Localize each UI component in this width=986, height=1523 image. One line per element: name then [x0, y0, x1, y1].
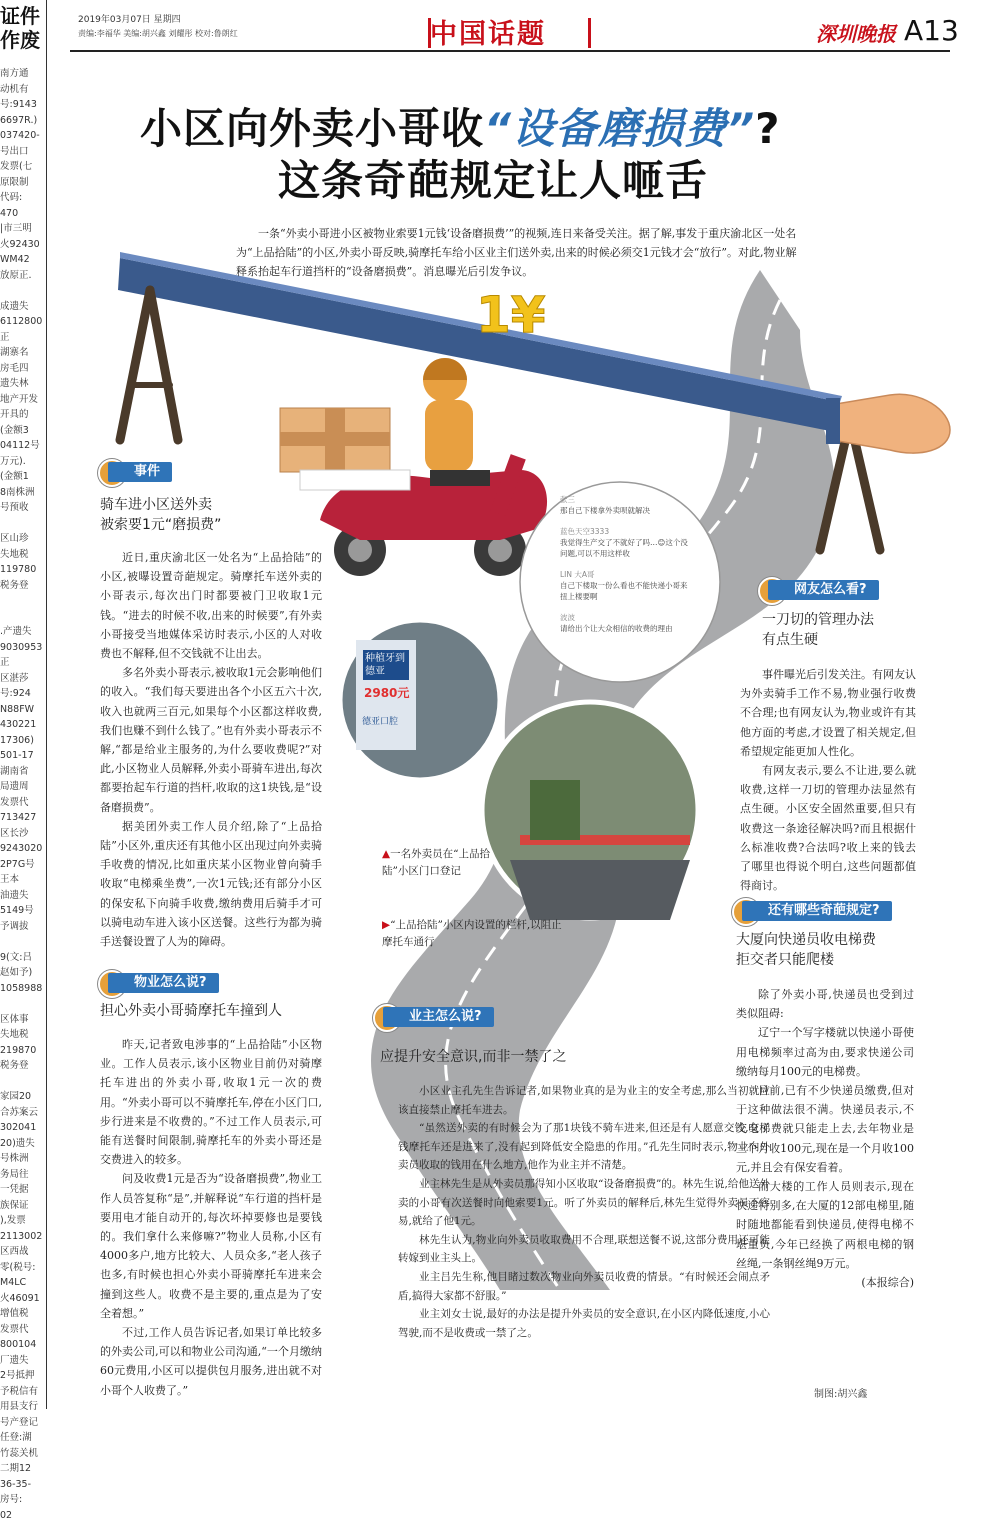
chat-message — [560, 569, 690, 602]
netizen-subtitle: 一刀切的管理办法 有点生硬 — [762, 612, 874, 648]
netizen-body: 事件曝光后引发关注。有网友认为外卖骑手工作不易,物业强行收费不合理;也有网友认为,物业或许有其他方面的考虑,才设置了相关规定,但希望规定能更加人性化。 有网友表示,要么不让进,要么就收费,这样一刀切的管理办法显然有点生硬。小区安全固然重要,但只有收费这一条途径解决吗?而且根据什么标准收费?合法吗?收上来的钱去了哪里也得说个明白,这些问题都值得商讨。 — [740, 668, 916, 893]
headline-highlight: “设备磨损费” — [484, 104, 756, 153]
delivery-rider — [423, 358, 490, 486]
photo1-sign: 种植牙到德亚 — [363, 650, 409, 680]
headline-line2: 这条奇葩规定让人咂舌 — [278, 156, 709, 205]
chat-text: 我觉得生产交了不就好了吗…😊这个没问题,可以不用这样收 — [560, 538, 688, 558]
source-note: (本报综合) — [861, 1276, 914, 1290]
graphic-credit: 制图:胡兴鑫 — [814, 1389, 868, 1400]
sawhorse-left — [120, 290, 178, 440]
scooter — [300, 454, 547, 576]
issue-date: 2019年03月07日 星期四 — [78, 15, 181, 25]
chat-user: LIN 大A哥 — [560, 570, 595, 579]
barrier-beam — [118, 258, 840, 432]
photo2-caption: ▶“上品拾陆”小区内设置的栏杆,以阻止摩托车通行 — [382, 919, 562, 948]
chat-user: 蓝色天空3333 — [560, 527, 610, 536]
event-subtitle: 骑车进小区送外卖 被索要1元“磨损费” — [100, 497, 222, 533]
owner-body: 小区业主孔先生告诉记者,如果物业真的是为业主的安全考虑,那么当初就应该直接禁止摩托车进去。 “虽然送外卖的有时候会为了那1块钱不骑车进来,但还是有人愿意交钱,交了钱摩托车还是进来了,没有起到降低安全隐患的作用。”孔先生同时表示,物业向外卖员收取的钱用在什么地方,他作为业主并不清楚。 业主林先生是从外卖员那得知小区收取“设备磨损费”的。林先生说,给他送外卖的小哥有次送餐时向他索要1元。听了外卖员的解释后,林先生觉得外卖员不容易,就给了他1元。 林先生认为,物业向外卖员收取费用不合理,联想送餐不说,这部分费用还可能转嫁到业主头上。 业主吕先生称,他目睹过数次物业向外卖员收费的情景。“有时候还会闹点矛盾,搞得大家都不舒服。” 业主刘女士说,最好的办法是提升外卖员的安全意识,在小区内降低速度,小心驾驶,而不是收费或一禁了之。 — [398, 1085, 770, 1339]
chat-text: 自己下楼取一份么看也不能快递小哥来扭上楼要啊 — [560, 581, 688, 601]
chat-message — [560, 526, 690, 559]
strip-body: 南方通 动机有 号:9143 6697R.) 037420- 号出口 发票(七 原限制 代码: 470 |市三明 火92430 WM42 放原正. 成遗失 6112800 正 湖寨名 房毛四 遗失林 地产开发 开具的 (金额3 04112号 万元). (金额1 8南株洲 号预收 区山珍 失地税 119780 税务登 .产遗失 9030953 正 区湛莎 号:924 N88FW 430221 17306) 501-17 湖南省 局遗周 发票代 713427 区长沙 9243020 2P7G号 王本 油遗失 5149号 予调拔 9(文:吕 赵如予) 1058988 区体事 失地税 219870 税务登 家园20 合苏案云 302041 20)遗失 号株洲 务局往 一凭据 族保证 ),发票 2113002 区西战 零(税号: M4LC 火46091 增值税 发票代 800104 厂遗失 2号抵押 予税信有 用县支行 号产登记 任登:湖 竹蕊关机 二期12 36-35- 房号: 02 — [0, 68, 43, 1521]
chat-message — [560, 494, 690, 516]
property-body: 昨天,记者致电涉事的“上品拾陆”小区物业。工作人员表示,该小区物业目前仍对骑摩托车进出的外卖小哥,收取1元一次的费用。“外卖小哥可以不骑摩托车,停在小区门口,步行进来是不收费的。”不过工作人员表示,可能有送餐时间限制,骑摩托车的外卖小哥还是交费进入的较多。 问及收费1元是否为“设备磨损费”,物业工作人员答复称“是”,并解释说“车行道的挡杆是要用电才能自动开的,每次坏掉要修也是要钱的。我们拿什么来修嘛?”物业人员称,小区有4000多户,地方比较大、人员众多,“老人孩子也多,有时候也担心外卖小哥骑摩托车进来会撞到这些人。收费不是主要的,重点是为了安全着想。” 不过,工作人员告诉记者,如果订单比较多的外卖公司,可以和物业公司沟通,“一个月缴纳60元费用,小区可以提供包月服务,进出就不对小哥个人收费了。” — [100, 1038, 322, 1397]
owner-subtitle: 应提升安全意识,而非一禁了之 — [380, 1049, 567, 1065]
headline-line1: 小区向外卖小哥收“设备磨损费”? — [140, 104, 781, 153]
price-tag: 1¥ — [476, 286, 546, 344]
chat-text: 那自己下楼拿外卖呗就解决 — [560, 506, 650, 515]
property-subtitle: 担心外卖小哥骑摩托车撞到人 — [100, 1003, 282, 1019]
chat-text: 请给出个让大众相信的收费的理由 — [560, 624, 673, 633]
other-body: 除了外卖小哥,快递员也受到过类似阻碍: 辽宁一个写字楼就以快递小哥使用电梯频率过高为由,要求快递公司缴纳每月100元的电梯费。 目前,已有不少快递员缴费,但对于这种做法很不满。快递员表示,不交电梯费就只能走上去,去年物业是三个月收100元,现在是一个月收100元,并且会有保安看着。 而大楼的工作人员则表示,现在快递特别多,在大厦的12部电梯里,随时随地都能看到快递员,使得电梯不堪重负,今年已经换了两根电梯的钢丝绳,一条钢丝绳9万元。 (本报综合) — [736, 985, 914, 1292]
page-number: A13 — [904, 14, 959, 47]
section-name: 中国话题 — [430, 19, 546, 50]
paper-logo: 深圳晚报 — [816, 22, 896, 46]
chat-user: 波波 — [560, 613, 575, 622]
photo1-brand: 德亚口腔 — [362, 717, 399, 727]
chat-thread — [560, 494, 690, 634]
package-box — [280, 408, 390, 472]
chat-user: 张三 — [560, 495, 575, 504]
intro-paragraph: 一条“外卖小哥进小区被物业索要1元钱‘设备磨损费’”的视频,连日来备受关注。据了解,事发于重庆渝北区一处名为“上品拾陆”的小区,外卖小哥反映,骑摩托车给小区业主们送外卖,出来的时候必须交1元钱才会“放行”。对此,物业解释系抬起车行道挡杆的“设备磨损费”。消息曝光后引发争议。 — [236, 227, 797, 278]
editor-credits: 责编:李福华 美编:胡兴鑫 刘耀彤 校对:鲁朗红 — [78, 29, 238, 38]
other-subtitle: 大厦向快递员收电梯费 拒交者只能爬楼 — [736, 932, 876, 968]
chat-message — [560, 612, 690, 634]
photo1-price: 2980元 — [364, 686, 410, 700]
photo1-caption: ▲一名外卖员在“上品拾陆”小区门口登记 — [382, 848, 490, 877]
strip-title: 证件作废 — [0, 4, 40, 52]
event-body: 近日,重庆渝北区一处名为“上品拾陆”的小区,被曝设置奇葩规定。骑摩托车送外卖的小哥表示,每次出门时都要被门卫收取1元钱。“进去的时候不收,出来的时候要”,有外卖小哥接受当地媒体采访时表示,小区的人对收费也不解释,但不交钱就不让出去。 多名外卖小哥表示,被收取1元会影响他们的收入。“我们每天要进出各个小区五六十次,收入也就两三百元,如果每个小区都这样收费,我们也赚不到什么钱了。”也有外卖小哥表示不解,“都是给业主服务的,为什么要收费呢?”对此,小区物业人员解释,外卖小哥骑车进出,每次都要抬起车行道的挡杆,收取的这1块钱,是“设备磨损费”。 据美团外卖工作人员介绍,除了“上品拾陆”小区外,重庆还有其他小区出现过向外卖骑手收费的情况,比如重庆某小区物业曾向骑手收取“电梯乘坐费”,一次1元钱;还有部分小区的保安私下向骑手收费,缴纳费用后骑手才可以骑电动车进入该小区送餐。这些行为都为骑手送餐设置了人为的障碍。 — [100, 551, 322, 949]
